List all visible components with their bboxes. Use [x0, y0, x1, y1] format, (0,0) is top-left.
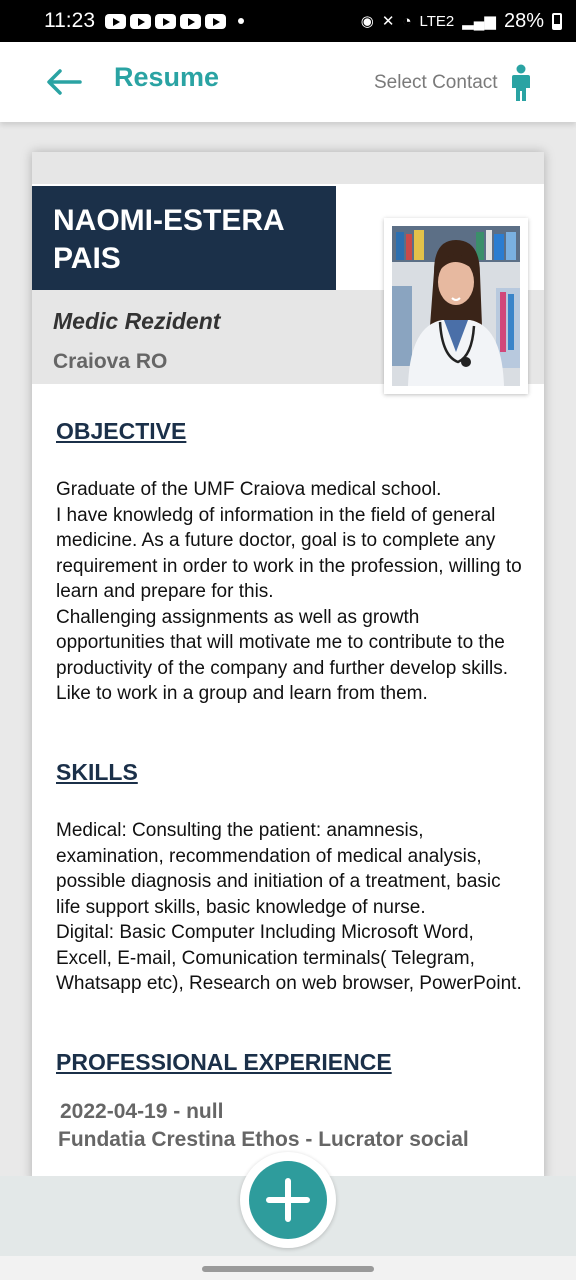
objective-text: Graduate of the UMF Craiova medical school. I have knowledg of information in the field of general medicine. As a future doctor, goal is to complete any requirement in order to work in the profession, willing to learn and prepare for this. Challenging assignments as well as growth opportunities that will motivate me to contribute to the productivity of the company and further develop skills. Like to work in a group and learn from them.: [56, 479, 522, 704]
mute-icon: ✕: [381, 13, 395, 30]
signal-icon: ▂▄▆: [462, 13, 496, 30]
battery-percentage: 28%: [503, 9, 544, 32]
person-icon[interactable]: [510, 64, 532, 102]
app-header: [0, 42, 576, 122]
experience-date: 2022-04-19 - null: [60, 1100, 224, 1123]
skills-text: Medical: Consulting the patient: anamnesis, examination, recommendation of medical analysis, possible diagnosis and initiation of a treatment, basic life support skills, basic knowledge of nurse. Digital: Basic Computer Including Microsoft Word, Excell, E-mail, Comunication terminals( Telegram, Whatsapp etc), Research on web browser, PowerPoint.: [56, 820, 522, 994]
youtube-notification-icon: [205, 14, 226, 29]
select-contact-button[interactable]: Select Contact: [374, 72, 498, 93]
add-button[interactable]: [240, 1152, 336, 1248]
status-time: 11:23: [44, 9, 95, 32]
page-title: Resume: [114, 62, 220, 92]
youtube-notification-icon: [105, 14, 126, 29]
network-label: LTE2: [419, 12, 455, 30]
resume-name: NAOMI-ESTERA PAIS: [53, 204, 284, 275]
battery-icon: [552, 13, 562, 30]
arrow-left-icon: [44, 60, 84, 104]
home-gesture-handle[interactable]: [202, 1266, 374, 1272]
add-button-circle: [249, 1161, 327, 1239]
resume-card: [32, 152, 544, 1182]
card-header-strip: [32, 152, 544, 184]
wifi-icon: ◔: [402, 12, 412, 30]
resume-position: Medic Rezident: [53, 308, 221, 334]
alarm-icon: ◉: [360, 13, 374, 30]
youtube-notification-icon: [155, 14, 176, 29]
status-bar: [0, 0, 576, 42]
profile-photo: [384, 218, 528, 394]
plus-icon: [266, 1178, 310, 1222]
experience-company: Fundatia Crestina Ethos - Lucrator social: [58, 1128, 469, 1151]
profile-photo-image: [392, 226, 520, 386]
skills-title: SKILLS: [56, 759, 138, 785]
objective-title: OBJECTIVE: [56, 418, 187, 444]
experience-title: PROFESSIONAL EXPERIENCE: [56, 1049, 392, 1075]
name-box: [32, 186, 336, 290]
status-icons: [361, 10, 562, 33]
youtube-notification-icon: [180, 14, 201, 29]
back-button[interactable]: [44, 60, 84, 104]
youtube-notification-icon: [130, 14, 151, 29]
resume-location: Craiova RO: [53, 350, 168, 373]
more-notifications-icon: [238, 18, 244, 24]
